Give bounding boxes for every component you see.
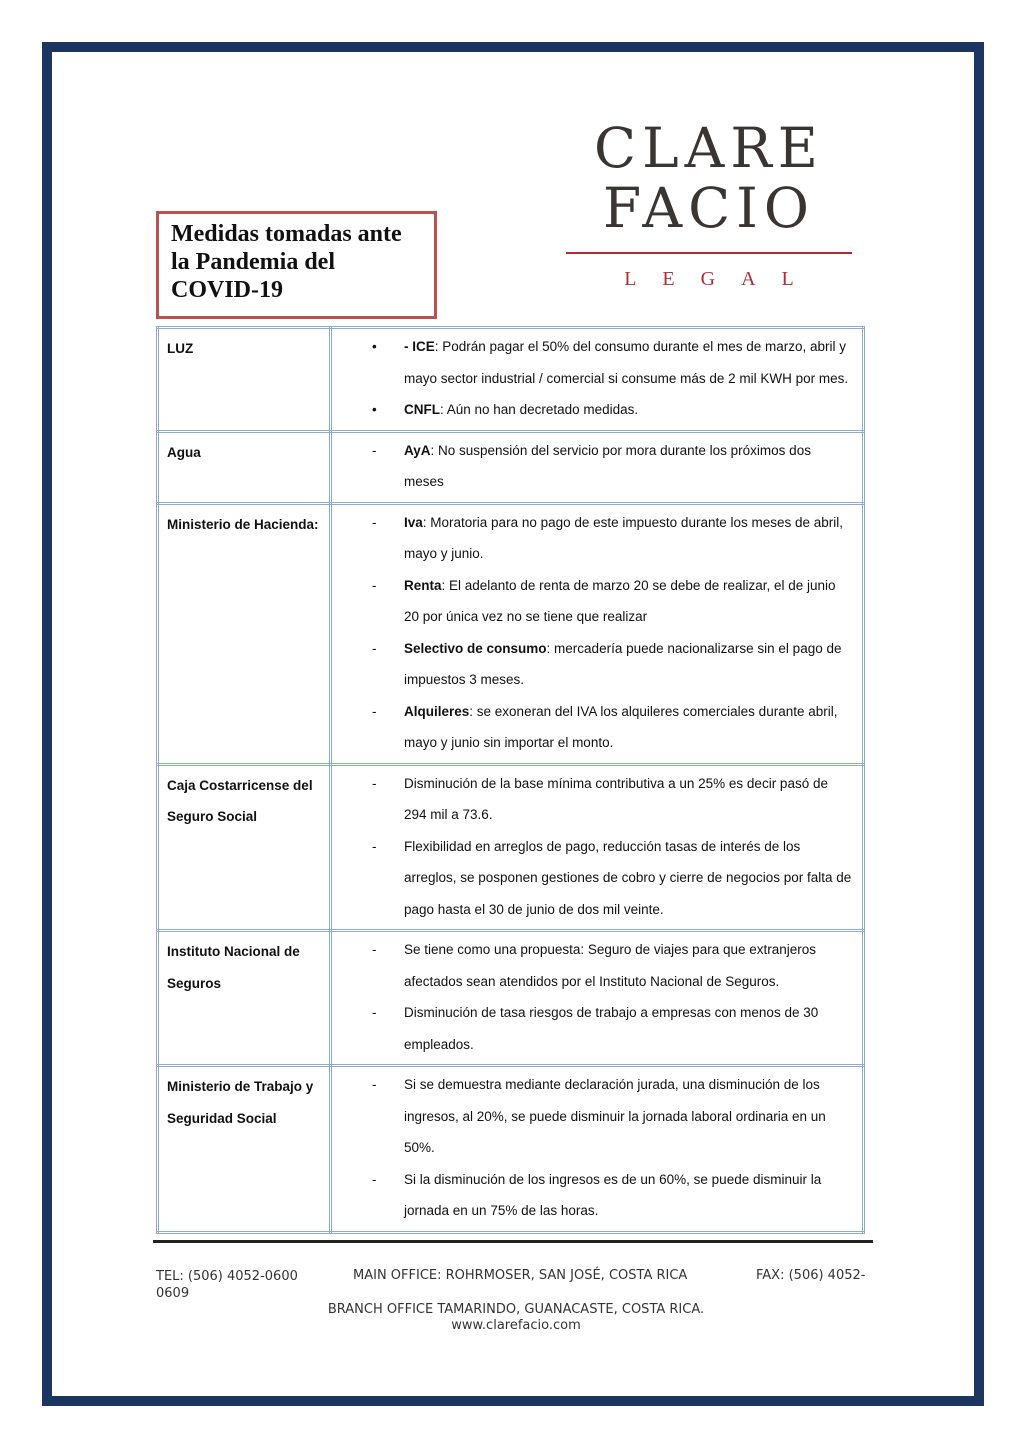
dash-icon: - [372,1005,377,1020]
logo-line-clare: CLARE [594,116,824,180]
footer-divider [153,1240,873,1243]
item-body: Si la disminución de los ingresos es de un 60%, se puede disminuir la jornada en un 75% de las horas. [404,1171,822,1218]
bullet-icon: • [372,339,377,354]
item-text [404,394,854,426]
item-text [404,331,854,394]
item-lead: CNFL [404,402,440,417]
table-row [158,328,864,432]
agency-cell: LUZ [158,328,331,432]
item-text [404,997,854,1060]
footer-branch-office: BRANCH OFFICE TAMARINDO, GUANACASTE, COSTA RICA. [327,1302,705,1317]
footer-website: www.clarefacio.com [451,1318,581,1333]
table-row [158,503,864,764]
list-item [340,394,854,426]
document-title: Medidas tomadas ante la Pandemia del COVID-19 [171,221,402,303]
item-lead: Alquileres [404,703,470,719]
measures-cell [331,503,864,764]
measures-cell [331,1066,864,1233]
item-body: : No suspensión del servicio por mora durante los próximos dos meses [404,442,811,489]
item-body: : El adelanto de renta de marzo 20 se debe de realizar, el de junio 20 por única vez no se tiene que realizar [404,577,836,624]
measures-cell [331,431,864,503]
title-box [156,211,437,319]
clare-facio-logo [566,118,852,291]
list-item [340,831,854,926]
logo-rule [566,252,852,254]
item-body: Disminución de la base mínima contributiva a un 25% es decir pasó de 294 mil a 73.6. [404,775,828,822]
item-text [404,507,854,570]
list-item [340,507,854,570]
item-text [404,934,854,997]
table-row [158,431,864,503]
agency-cell: Ministerio de Hacienda: [158,503,331,764]
bullet-icon: • [372,402,377,417]
list-item [340,1069,854,1164]
list-item [340,997,854,1060]
item-body: : Podrán pagar el 50% del consumo durante el mes de marzo, abril y mayo sector industrial / comercial si consume más de 2 mil KWH por mes. [404,339,849,386]
item-text [404,1164,854,1227]
table-row [158,931,864,1066]
measures-cell [331,764,864,931]
dash-icon: - [372,442,377,458]
agency-cell: Instituto Nacional de Seguros [158,931,331,1066]
agency-cell: Ministerio de Trabajo y Seguridad Social [158,1066,331,1233]
footer-tel: TEL: (506) 4052-0600 0609 [156,1269,298,1301]
dash-icon: - [372,514,377,530]
item-text [404,570,854,633]
dash-icon: - [372,640,377,656]
footer-main-office: MAIN OFFICE: ROHRMOSER, SAN JOSÉ, COSTA RICA [353,1268,688,1283]
footer-branch-block [156,1302,876,1334]
list-item [340,934,854,997]
item-body: Disminución de tasa riesgos de trabajo a empresas con menos de 30 empleados. [404,1005,819,1052]
logo-line-legal: LEGAL [624,268,820,290]
logo-line-facio: FACIO [603,176,815,240]
list-item [340,331,854,394]
agency-cell: Caja Costarricense del Seguro Social [158,764,331,931]
item-body: Flexibilidad en arreglos de pago, reducción tasas de interés de los arreglos, se posponen gestiones de cobro y cierre de negocios por falta de pago hasta el 30 de junio de dos mil veinte. [404,838,852,917]
item-text [404,696,854,759]
item-lead: Selectivo de consumo [404,640,547,656]
item-body: Si se demuestra mediante declaración jurada, una disminución de los ingresos, al 20%, se puede disminuir la jornada laboral ordinaria en un 50%. [404,1077,826,1155]
dash-icon: - [372,838,377,854]
agency-cell: Agua [158,431,331,503]
dash-icon: - [372,577,377,593]
item-body: : Moratoria para no pago de este impuesto durante los meses de abril, mayo y junio. [404,514,844,561]
dash-icon: - [372,703,377,719]
item-body: : Aún no han decretado medidas. [440,402,639,417]
item-text [404,435,854,498]
item-text [404,633,854,696]
list-item [340,768,854,831]
item-body: Se tiene como una propuesta: Seguro de viajes para que extranjeros afectados sean atendidos por el Instituto Nacional de Seguros. [404,942,817,989]
list-item [340,1164,854,1227]
item-body: : se exoneran del IVA los alquileres comerciales durante abril, mayo y junio sin importar el monto. [404,703,838,750]
item-body: : mercadería puede nacionalizarse sin el pago de impuestos 3 meses. [404,640,842,687]
footer-fax: FAX: (506) 4052- [756,1268,866,1283]
measures-cell [331,931,864,1066]
table-row [158,764,864,931]
measures-table [156,326,865,1234]
measures-table-body [158,328,864,1233]
list-item [340,633,854,696]
dash-icon: - [372,775,377,791]
item-text [404,768,854,831]
item-text [404,831,854,926]
measures-cell [331,328,864,432]
dash-icon: - [372,1077,377,1092]
item-lead: AyA [404,442,431,458]
item-lead: Iva [404,514,423,530]
item-lead: Renta [404,577,442,593]
table-row [158,1066,864,1233]
list-item [340,570,854,633]
dash-icon: - [372,942,377,957]
list-item [340,435,854,498]
item-text [404,1069,854,1164]
item-lead: - ICE [404,339,435,354]
list-item [340,696,854,759]
dash-icon: - [372,1171,377,1187]
